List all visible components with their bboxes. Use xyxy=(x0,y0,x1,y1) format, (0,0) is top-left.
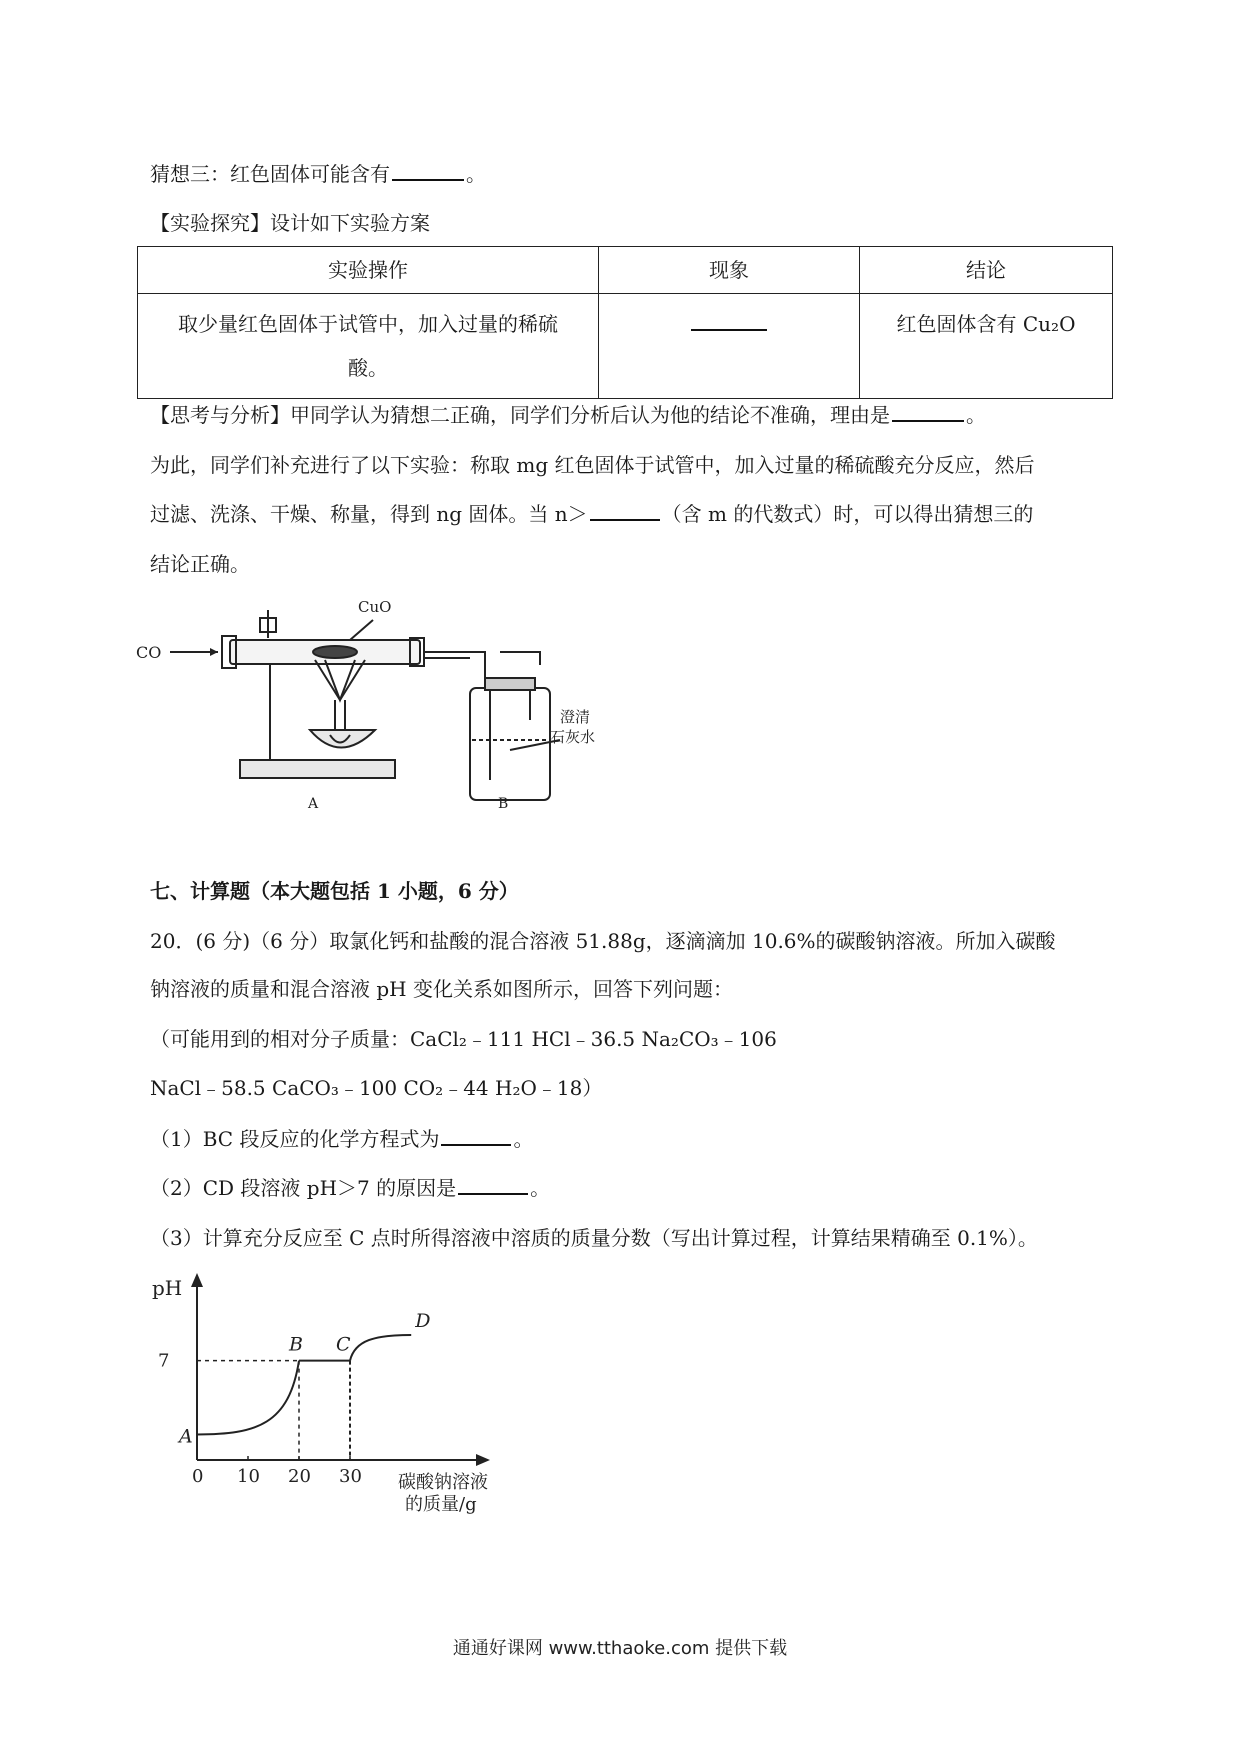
footer: 通通好课网 www.tthaoke.com 提供下载 xyxy=(452,1638,788,1659)
q20-part3: （3）计算充分反应至 C 点时所得溶液中溶质的质量分数（写出计算过程，计算结果精确至 0.1%）。 xyxy=(150,1226,1038,1250)
x-tick-label-30: 30 xyxy=(339,1466,362,1487)
q20-part1-text: （1）BC 段反应的化学方程式为 xyxy=(150,1127,440,1151)
x-tick-label-20: 20 xyxy=(288,1466,311,1487)
apparatus-figure xyxy=(136,590,600,820)
series-segment-cd xyxy=(350,1335,411,1361)
n-expression-blank[interactable] xyxy=(590,501,660,521)
reason-ph-blank[interactable] xyxy=(458,1175,528,1195)
analysis-line3-a: 过滤、洗涤、干燥、称量，得到 ng 固体。当 n＞ xyxy=(150,502,588,526)
explore-title: 【实验探究】设计如下实验方案 xyxy=(150,211,430,235)
guess3-end: 。 xyxy=(466,162,486,186)
q20-line1: 20．(6 分)（6 分）取氯化钙和盐酸的混合溶液 51.88g，逐滴滴加 10.6%的碳酸钠溶液。所加入碳酸 xyxy=(150,929,1056,953)
q20-part2 xyxy=(150,1173,550,1203)
guess3-blank[interactable] xyxy=(392,161,464,181)
water-label-1: 澄清 xyxy=(560,708,591,726)
section7-title: 七、计算题（本大题包括 1 小题，6 分） xyxy=(150,879,519,903)
x-tick-label-0: 0 xyxy=(192,1466,204,1487)
point-label-d: D xyxy=(415,1310,431,1333)
table-row xyxy=(138,294,1113,399)
y-tick-label-7: 7 xyxy=(158,1350,170,1372)
cuo-label: CuO xyxy=(358,598,392,616)
series-segment-ab xyxy=(197,1361,299,1435)
q20-part2-end: 。 xyxy=(530,1176,551,1200)
label-b: B xyxy=(498,796,509,812)
analysis-line1-end: 。 xyxy=(966,403,986,427)
point-label-b: B xyxy=(289,1333,303,1356)
guess3-line xyxy=(150,159,486,189)
experiment-table xyxy=(137,246,1113,399)
q20-line3: （可能用到的相对分子质量：CaCl₂﹣111 HCl﹣36.5 Na₂CO₃﹣106 xyxy=(150,1027,777,1051)
label-a: A xyxy=(308,796,319,812)
y-axis-arrow xyxy=(191,1273,203,1287)
analysis-line2: 为此，同学们补充进行了以下实验：称取 mg 红色固体于试管中，加入过量的稀硫酸充分反应，然后 xyxy=(150,453,1035,477)
phenomenon-blank[interactable] xyxy=(691,311,767,331)
header-operation: 实验操作 xyxy=(138,247,599,294)
cell-phenomenon xyxy=(599,294,860,399)
ph-chart xyxy=(140,1265,560,1515)
table-header-row xyxy=(138,247,1113,294)
y-axis-label: pH xyxy=(152,1276,183,1300)
water-label-2: 石灰水 xyxy=(550,728,596,746)
x-tick-label-10: 10 xyxy=(237,1466,260,1487)
q20-line4: NaCl﹣58.5 CaCO₃﹣100 CO₂﹣44 H₂O﹣18） xyxy=(150,1076,603,1100)
guess3-text: 猜想三：红色固体可能含有 xyxy=(150,162,390,186)
equation-blank[interactable] xyxy=(441,1126,511,1146)
analysis-line1-text: 【思考与分析】甲同学认为猜想二正确，同学们分析后认为他的结论不准确，理由是 xyxy=(150,403,890,427)
co-label: CO xyxy=(136,643,162,662)
cell-operation xyxy=(138,294,599,399)
q20-part1-end: 。 xyxy=(513,1127,534,1151)
q20-part1 xyxy=(150,1124,533,1154)
analysis-line3-b: （含 m 的代数式）时，可以得出猜想三的 xyxy=(661,502,1034,526)
q20-line2: 钠溶液的质量和混合溶液 pH 变化关系如图所示，回答下列问题： xyxy=(150,977,733,1001)
x-axis-arrow xyxy=(476,1454,490,1466)
operation-line2: 酸。 xyxy=(348,356,388,380)
header-phenomenon: 现象 xyxy=(599,247,860,294)
analysis-line1 xyxy=(150,400,986,430)
analysis-line4: 结论正确。 xyxy=(150,552,250,576)
reason-blank[interactable] xyxy=(892,402,964,422)
point-label-c: C xyxy=(336,1333,351,1356)
x-axis-label-1: 碳酸钠溶液 xyxy=(398,1472,488,1493)
operation-line1: 取少量红色固体于试管中，加入过量的稀硫 xyxy=(178,312,558,336)
analysis-line3 xyxy=(150,499,1033,529)
x-axis-label-2: 的质量/g xyxy=(405,1494,477,1515)
header-conclusion: 结论 xyxy=(860,247,1113,294)
point-label-a: A xyxy=(179,1425,193,1448)
q20-part2-text: （2）CD 段溶液 pH＞7 的原因是 xyxy=(150,1176,457,1200)
cell-conclusion: 红色固体含有 Cu₂O xyxy=(860,294,1113,399)
